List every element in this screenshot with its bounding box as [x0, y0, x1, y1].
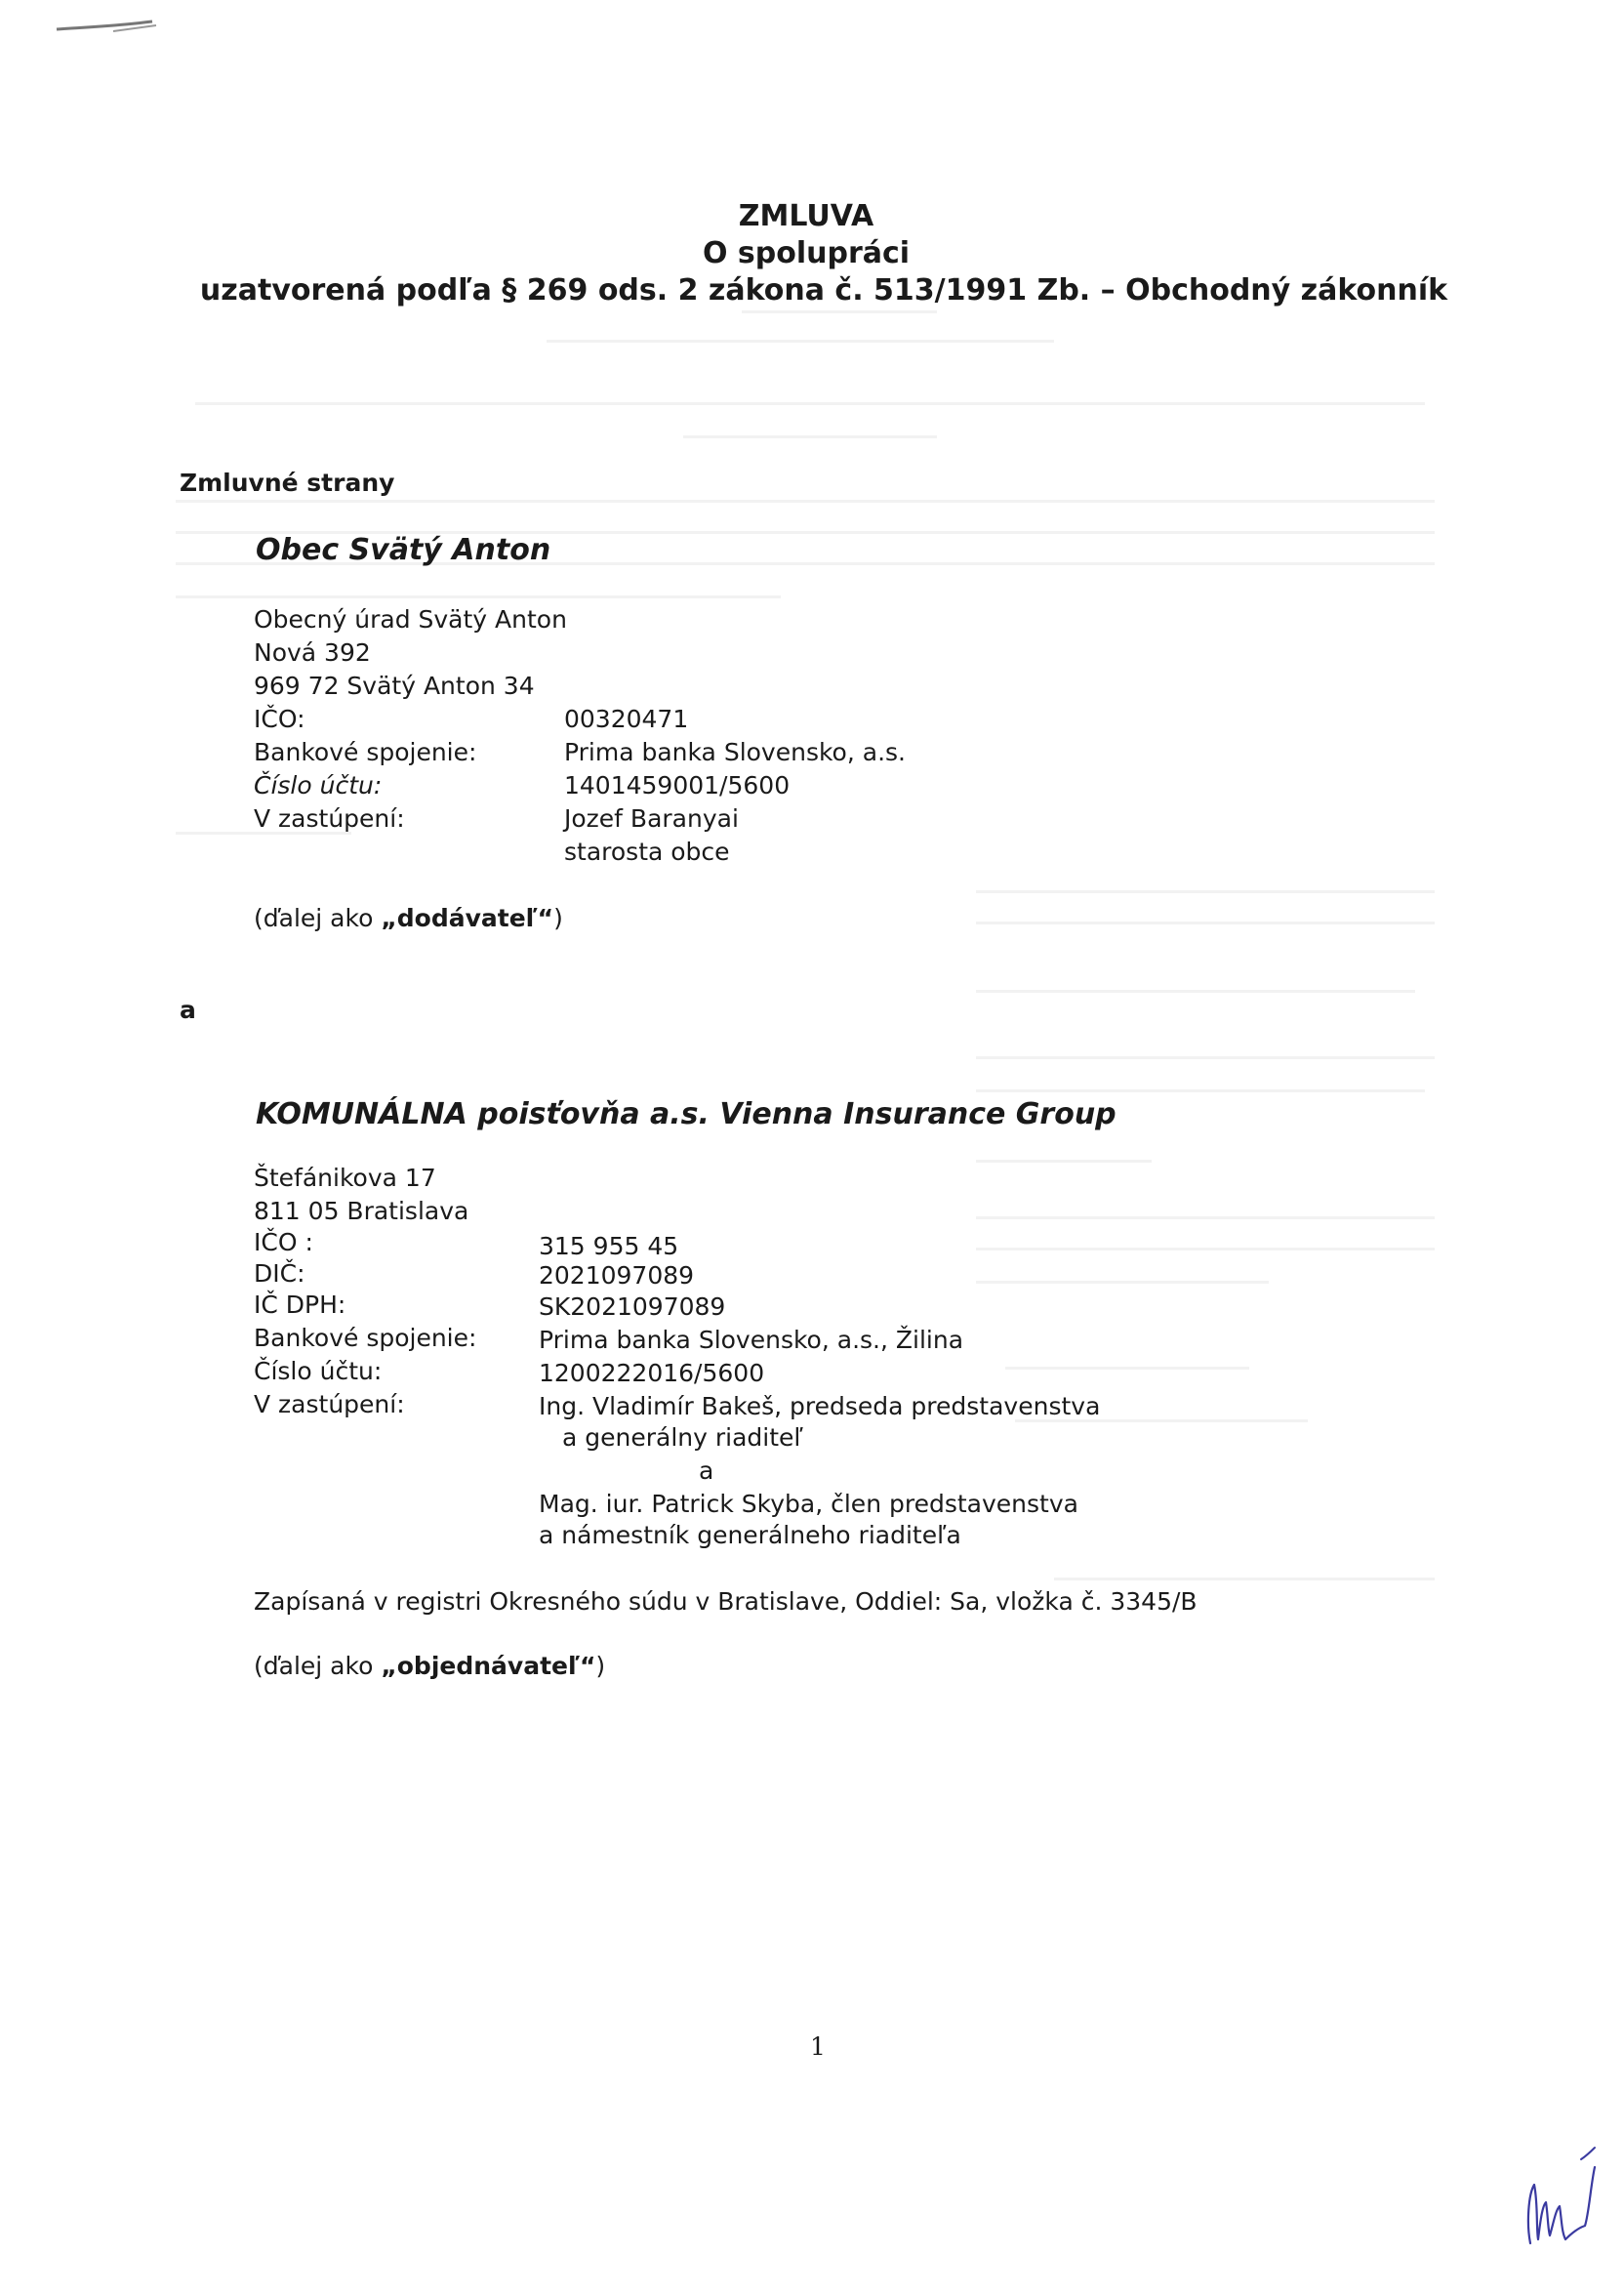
bleed-through [976, 990, 1415, 993]
supplier-street: Nová 392 [254, 638, 371, 667]
customer-name: KOMUNÁLNA poisťovňa a.s. Vienna Insurance Group [256, 1097, 1116, 1131]
pen-scribble-icon [55, 18, 162, 37]
customer-city: 811 05 Bratislava [254, 1197, 469, 1225]
customer-rep-connector: a [699, 1456, 714, 1485]
document-title: ZMLUVA [738, 199, 874, 233]
handwritten-initials-signature [1522, 2146, 1601, 2253]
customer-alias-suffix: ) [595, 1652, 606, 1680]
customer-street: Štefánikova 17 [254, 1164, 436, 1192]
bleed-through [1005, 1367, 1249, 1370]
supplier-alias-name: „dodávateľ“ [381, 904, 554, 932]
supplier-name: Obec Svätý Anton [256, 533, 551, 567]
bleed-through [176, 595, 781, 598]
customer-dic-value: 2021097089 [539, 1261, 695, 1290]
supplier-rep-name: Jozef Baranyai [564, 804, 739, 833]
customer-icdph-value: SK2021097089 [539, 1292, 726, 1321]
bleed-through [976, 1216, 1435, 1219]
customer-rep2-line2: a námestník generálneho riaditeľa [539, 1521, 961, 1549]
bleed-through [742, 310, 937, 313]
supplier-rep-role: starosta obce [564, 838, 730, 866]
customer-rep-label: V zastúpení: [254, 1390, 405, 1418]
parties-heading: Zmluvné strany [180, 469, 395, 497]
customer-alias-name: „objednávateľ“ [381, 1652, 596, 1680]
bleed-through [976, 922, 1435, 924]
supplier-alias-suffix: ) [553, 904, 563, 932]
customer-bank-value: Prima banka Slovensko, a.s., Žilina [539, 1326, 964, 1354]
customer-ico-value: 315 955 45 [539, 1232, 679, 1260]
bleed-through [683, 435, 937, 438]
bleed-through [547, 340, 1054, 343]
supplier-account-label: Číslo účtu: [254, 771, 383, 800]
customer-ico-label: IČO : [254, 1228, 313, 1256]
customer-icdph-label: IČ DPH: [254, 1291, 346, 1319]
supplier-bank-label: Bankové spojenie: [254, 738, 477, 766]
bleed-through [1054, 1578, 1435, 1580]
customer-rep2-line1: Mag. iur. Patrick Skyba, člen predstavenstva [539, 1490, 1078, 1518]
document-legal-basis: uzatvorená podľa § 269 ods. 2 zákona č. 513/1991 Zb. – Obchodný zákonník [199, 273, 1448, 308]
bleed-through [976, 1160, 1152, 1163]
page-number: 1 [810, 2032, 826, 2061]
supplier-alias [254, 902, 563, 935]
supplier-office: Obecný úrad Svätý Anton [254, 605, 567, 634]
parties-connector: a [180, 996, 196, 1024]
supplier-alias-prefix: (ďalej ako [254, 904, 382, 932]
customer-alias [254, 1650, 605, 1683]
customer-account-value: 1200222016/5600 [539, 1359, 765, 1387]
document-subtitle: O spolupráci [702, 236, 911, 270]
customer-rep1-line2: a generálny riaditeľ [562, 1423, 803, 1452]
bleed-through [976, 1281, 1269, 1284]
customer-alias-prefix: (ďalej ako [254, 1652, 382, 1680]
bleed-through [976, 1056, 1435, 1059]
bleed-through [176, 500, 1435, 503]
customer-bank-label: Bankové spojenie: [254, 1324, 477, 1352]
customer-account-label: Číslo účtu: [254, 1357, 383, 1385]
customer-registry: Zapísaná v registri Okresného súdu v Bratislave, Oddiel: Sa, vložka č. 3345/B [254, 1587, 1198, 1616]
customer-dic-label: DIČ: [254, 1259, 305, 1288]
supplier-account-value: 1401459001/5600 [564, 771, 791, 800]
bleed-through [976, 890, 1435, 893]
bleed-through [195, 402, 1425, 405]
supplier-city: 969 72 Svätý Anton 34 [254, 672, 535, 700]
supplier-ico-label: IČO: [254, 705, 305, 733]
supplier-bank-value: Prima banka Slovensko, a.s. [564, 738, 906, 766]
customer-rep1-line1: Ing. Vladimír Bakeš, predseda predstavenstva [539, 1392, 1101, 1420]
supplier-ico-value: 00320471 [564, 705, 689, 733]
bleed-through [976, 1248, 1435, 1250]
bleed-through [976, 1089, 1425, 1092]
supplier-rep-label: V zastúpení: [254, 804, 405, 833]
